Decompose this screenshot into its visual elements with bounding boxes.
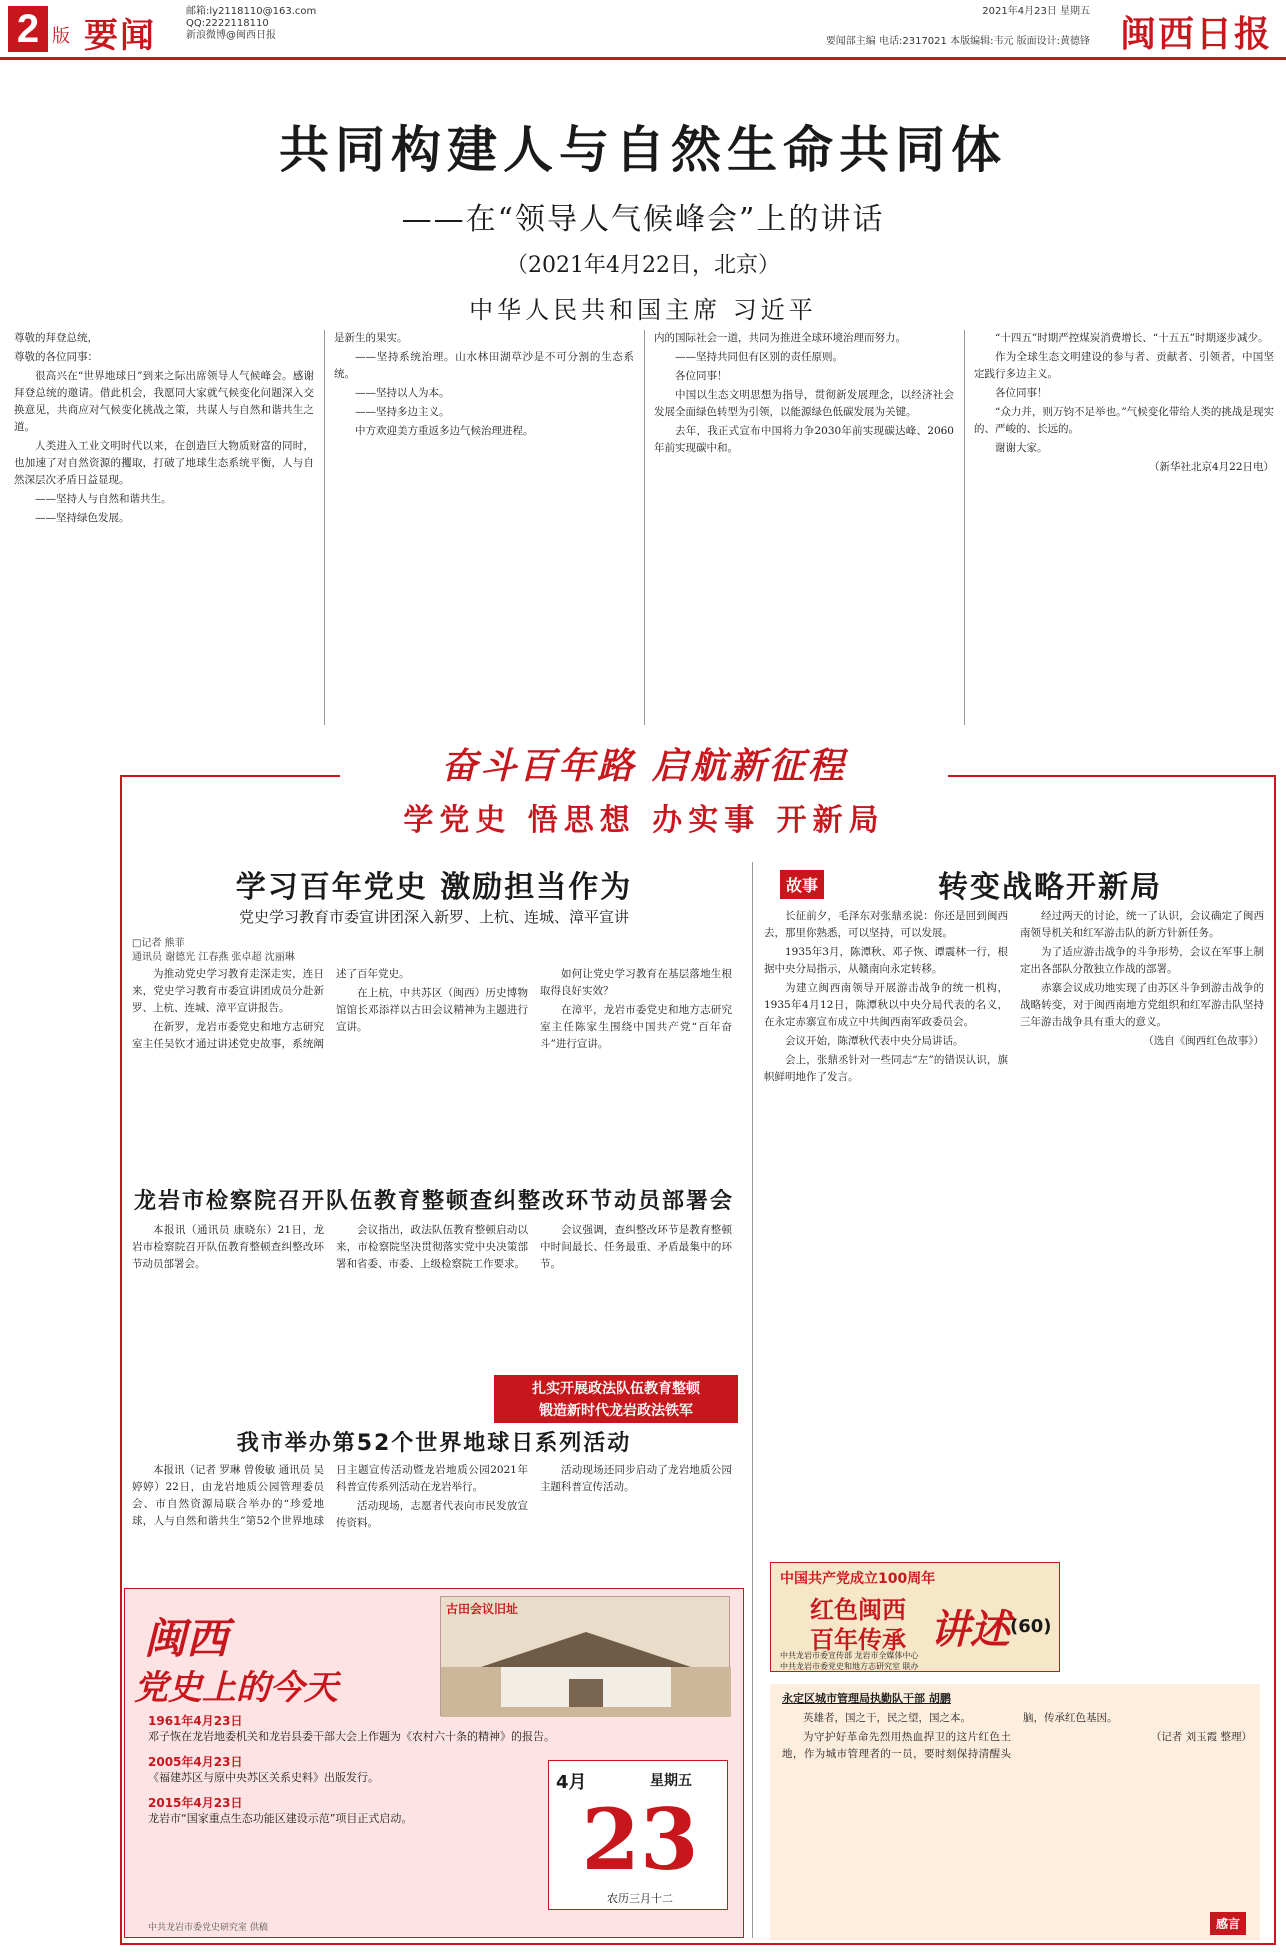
lead-c3-p2: 各位同事！	[675, 370, 728, 382]
article2-subtitle: 党史学习教育市委宣讲团深入新罗、上杭、连城、漳平宣讲	[238, 908, 629, 926]
article4-p2: 活动现场还同步启动了龙岩地质公园主题科普宣传活动。	[540, 1464, 732, 1493]
column-divider	[964, 330, 965, 725]
header-date: 2021年4月23日 星期五	[982, 6, 1090, 17]
story-p8: （选自《闽西红色故事》）	[1143, 1035, 1264, 1047]
calendar-lunar: 农历三月十二	[607, 1892, 673, 1905]
banner-line-2: 学党史 悟思想 办实事 开新局	[403, 803, 885, 838]
calendar-weekday: 星期五	[650, 1773, 692, 1789]
lead-c3-p1: ——坚持共同但有区别的责任原则。	[675, 351, 843, 363]
story-p1: 1935年3月，陈潭秋、邓子恢、谭震林一行，根据中央分局指示，从赣南向永定转移。	[764, 946, 1008, 975]
story-p7: 赤寨会议成功地实现了由苏区斗争到游击战争的战略转变，对于闽西南地方党组织和红军游击队坚持三年游击战争具有重大的意义。	[1020, 982, 1264, 1028]
article4-body	[132, 1462, 732, 1580]
article2-byline-2: 通讯员 谢德光 江春燕 张卓超 沈丽琳	[132, 952, 295, 963]
story-p0: 长征前夕，毛泽东对张鼎丞说：你还是回到闽西去，那里你熟悉，可以坚持，可以发展。	[764, 910, 1008, 939]
centenary-line-1: 中国共产党成立100周年	[780, 1571, 936, 1587]
page-suffix: 版	[52, 26, 70, 47]
lead-column-3	[654, 330, 954, 725]
essay-p1: 为守护好革命先烈用热血捍卫的这片红色土地，作为城市管理者的一员，要时刻保持清醒头脑，传承红色基因。	[782, 1712, 1118, 1760]
lead-column-1	[14, 330, 314, 725]
story-p6: 为了适应游击战争的斗争形势，会议在军事上制定出各部队分散独立作战的部署。	[1020, 946, 1264, 975]
header-contacts	[186, 6, 316, 42]
lead-c4-p0: “十四五”时期严控煤炭消费增长、“十五五”时期逐步减少。	[995, 332, 1269, 344]
history-item-text: 龙岩市“国家重点生态功能区建设示范”项目正式启动。	[148, 1812, 413, 1825]
centenary-line-3: 百年传承	[810, 1625, 906, 1654]
history-photo-caption: 古田会议旧址	[446, 1602, 519, 1616]
essay-body	[782, 1710, 1252, 1906]
lead-c1-p0: 尊敬的拜登总统，	[14, 332, 98, 344]
article3-slogan-2: 锻造新时代龙岩政法铁军	[539, 1403, 693, 1419]
calendar-day: 23	[581, 1790, 699, 1889]
contact-email: 邮箱:ly2118110@163.com	[186, 6, 317, 17]
lead-c4-p1: 作为全球生态文明建设的参与者、贡献者、引领者，中国坚定践行多边主义。	[974, 351, 1274, 380]
story-body	[764, 908, 1264, 1553]
essay-byline: 永定区城市管理局执勤队干部 胡鹏	[782, 1692, 951, 1705]
column-divider	[324, 330, 325, 725]
lead-c1-p5: ——坚持绿色发展。	[35, 512, 130, 524]
newspaper-logo: 闽西日报	[1119, 13, 1272, 55]
header-editors: 要闻部主编 电话:2317021 本版编辑:韦元 版面设计:黄德锋	[825, 36, 1090, 47]
lead-c2-p3: ——坚持多边主义。	[355, 406, 450, 418]
story-title: 转变战略开新局	[938, 870, 1162, 905]
article2-p4: 在漳平，龙岩市委党史和地方志研究室主任陈家生围绕中国共产党“百年奋斗”进行宣讲。	[540, 1004, 732, 1050]
lead-c1-p4: ——坚持人与自然和谐共生。	[35, 493, 172, 505]
lead-c4-p4: 谢谢大家。	[995, 442, 1048, 454]
history-item-date: 1961年4月23日	[148, 1714, 243, 1728]
lead-c3-p4: 去年，我正式宣布中国将力争2030年前实现碳达峰、2060年前实现碳中和。	[654, 425, 954, 454]
lead-c4-p2: 各位同事！	[995, 387, 1048, 399]
article2-p0: 为推动党史学习教育走深走实，连日来，党史学习教育市委宣讲团成员分赴新罗、上杭、连城、漳平宣讲报告。	[132, 968, 324, 1014]
essay-p2: （记者 刘玉霞 整理）	[1150, 1731, 1252, 1743]
lead-c1-p3: 人类进入工业文明时代以来，在创造巨大物质财富的同时，也加速了对自然资源的攫取，打破了地球生态系统平衡，人与自然深层次矛盾日益显现。	[14, 440, 314, 486]
story-p4: 会上，张鼎丞针对一些同志“左”的错误认识，旗帜鲜明地作了发言。	[764, 1054, 1008, 1083]
article3-p0: 本报讯（通讯员 康晓东）21日，龙岩市检察院召开队伍教育整顿查纠整改环节动员部署会。	[132, 1224, 324, 1270]
lead-column-2	[334, 330, 634, 725]
lead-subtitle: ——在“领导人气候峰会”上的讲话	[401, 202, 885, 237]
article2-title: 学习百年党史 激励担当作为	[235, 870, 633, 905]
article2-byline: □记者 熊菲	[132, 938, 185, 949]
section-title: 要闻	[84, 16, 156, 56]
centenary-org-2: 中共龙岩市委党史和地方志研究室 联办	[780, 1662, 919, 1671]
lead-dateline: （2021年4月22日，北京）	[506, 253, 780, 278]
article2-p1: 在新罗，龙岩市委党史和地方志研究室主任吴钦才通过讲述党史故事，系统阐述了百年党史。	[132, 968, 410, 1050]
article3-title: 龙岩市检察院召开队伍教育整顿查纠整改环节动员部署会	[133, 1189, 734, 1214]
page-number: 2	[8, 6, 48, 52]
article2-body	[132, 966, 732, 1176]
centenary-line-2: 红色闽西	[810, 1595, 906, 1624]
history-item-text: 《福建苏区与原中央苏区关系史料》出版发行。	[148, 1771, 379, 1784]
essay-tag: 感言	[1210, 1912, 1246, 1935]
banner-line-1: 奋斗百年路 启航新征程	[441, 746, 847, 787]
article4-p0: 本报讯（记者 罗琳 曾俊敏 通讯员 吴婷婷）22日，由龙岩地质公园管理委员会、市自然资源局联合举办的“珍爱地球，人与自然和谐共生”第52个世界地球日主题宣传活动暨龙岩地质公园2021年科普宣传系列活动在龙岩举行。	[132, 1464, 528, 1527]
contact-qq: QQ:2222118110	[186, 18, 269, 29]
story-p3: 会议开始，陈潭秋代表中央分局讲话。	[785, 1035, 964, 1047]
article4-p1: 活动现场，志愿者代表向市民发放宣传资料。	[336, 1500, 528, 1529]
centenary-org: 中共龙岩市委宣传部 龙岩市全媒体中心	[780, 1651, 919, 1660]
lead-c3-p3: 中国以生态文明思想为指导，贯彻新发展理念，以经济社会发展全面绿色转型为引领，以能源绿色低碳发展为关键。	[654, 389, 954, 418]
article3-p2: 会议强调，查纠整改环节是教育整顿中时间最长、任务最重、矛盾最集中的环节。	[540, 1224, 732, 1270]
lead-c2-p4: 中方欢迎美方重返多边气候治理进程。	[355, 425, 534, 437]
lead-c2-p2: ——坚持以人为本。	[355, 387, 450, 399]
lead-c1-p1: 尊敬的各位同事：	[14, 351, 98, 363]
story-p2: 为建立闽西南领导开展游击战争的统一机构，1935年4月12日，陈潭秋以中央分局代表的名义，在永定赤寨宣布成立中共闽西南军政委员会。	[764, 982, 1008, 1028]
lead-c2-p1: ——坚持系统治理。山水林田湖草沙是不可分割的生态系统。	[334, 351, 634, 380]
lead-column-4	[974, 330, 1274, 725]
lead-c1-p2: 很高兴在“世界地球日”到来之际出席领导人气候峰会。感谢拜登总统的邀请。借此机会，我愿同大家就气候变化问题深入交换意见，共商应对气候变化挑战之策，共谋人与自然和谐共生之道。	[14, 370, 314, 433]
history-item-date: 2015年4月23日	[148, 1796, 243, 1810]
centenary-line-4: 讲述	[930, 1606, 1010, 1653]
story-tag: 故事	[780, 870, 824, 899]
history-title-line-1: 闽西	[144, 1614, 229, 1663]
column-divider	[644, 330, 645, 725]
history-item-date: 2005年4月23日	[148, 1755, 243, 1769]
lead-title: 共同构建人与自然生命共同体	[279, 121, 1007, 179]
history-item-text: 邓子恢在龙岩地委机关和龙岩县委干部大会上作题为《农村六十条的精神》的报告。	[148, 1730, 555, 1743]
article2-p2: 在上杭，中共苏区（闽西）历史博物馆馆长邓添祥以古田会议精神为主题进行宣讲。	[336, 987, 528, 1033]
history-title-line-2: 党史上的今天	[134, 1668, 338, 1708]
lead-c4-p5: （新华社北京4月22日电）	[1148, 461, 1274, 473]
article4-title: 我市举办第52个世界地球日系列活动	[236, 1431, 632, 1456]
lead-author: 中华人民共和国主席 习近平	[469, 296, 817, 324]
column-divider	[752, 862, 753, 1938]
lead-c2-p0: 是新生的果实。	[334, 332, 408, 344]
lead-c3-p0: 内的国际社会一道，共同为推进全球环境治理而努力。	[654, 332, 906, 344]
contact-weibo: 新浪微博@闽西日报	[186, 30, 276, 41]
article3-slogan-1: 扎实开展政法队伍教育整顿	[532, 1381, 700, 1397]
article2-p3: 如何让党史学习教育在基层落地生根取得良好实效？	[540, 968, 732, 997]
article3-p1: 会议指出，政法队伍教育整顿启动以来，市检察院坚决贯彻落实党中央决策部署和省委、市委、上级检察院工作要求。	[336, 1224, 528, 1270]
centenary-number: (60)	[1010, 1616, 1052, 1637]
lead-c4-p3: “众力并，则万钧不足举也。”气候变化带给人类的挑战是现实的、严峻的、长远的。	[974, 406, 1274, 435]
story-p5: 经过两天的讨论，统一了认识，会议确定了闽西南领导机关和红军游击队的新方针新任务。	[1020, 910, 1264, 939]
calendar-month: 4月	[556, 1772, 587, 1793]
history-source: 中共龙岩市委党史研究室 供稿	[148, 1923, 268, 1933]
essay-p0: 英雄者，国之干，民之望，国之本。	[803, 1712, 971, 1724]
